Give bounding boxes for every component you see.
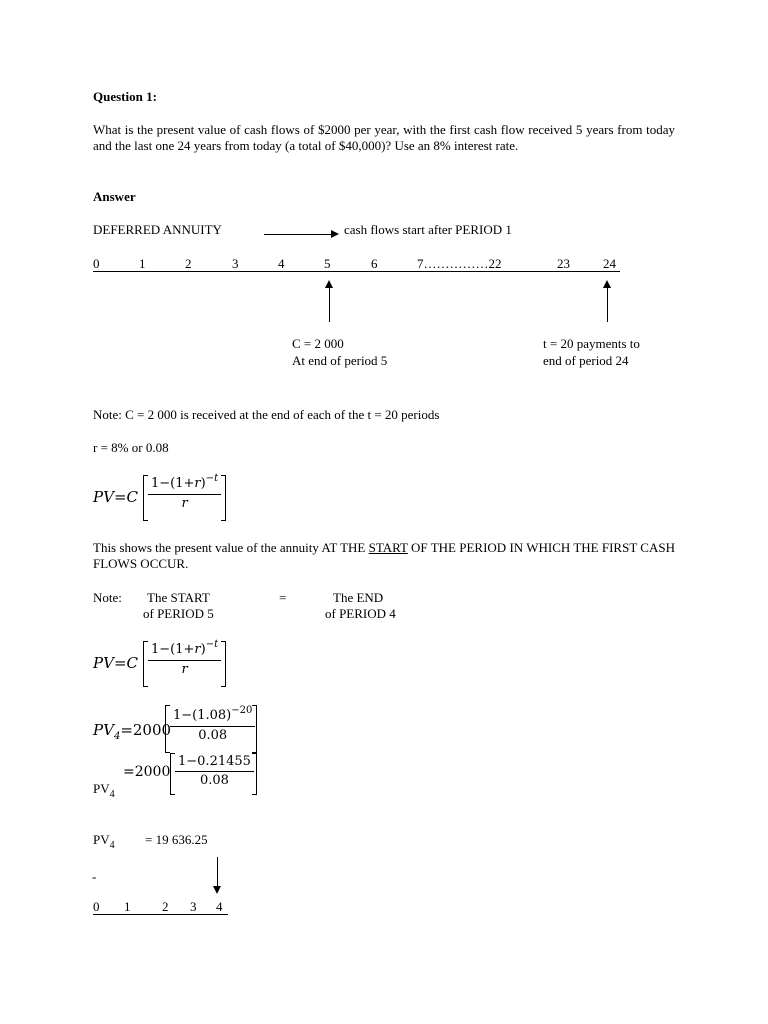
timeline1-tick: 1 bbox=[139, 256, 146, 271]
timeline1-tick: 4 bbox=[278, 256, 285, 271]
formula1-bracket-right bbox=[221, 475, 226, 521]
timeline2-tick: 4 bbox=[216, 899, 223, 914]
timeline1-tick: 6 bbox=[371, 256, 378, 271]
formula2-fraction: $1-(1+r)^{-t}$ r bbox=[148, 642, 221, 678]
label-c-line1: C = 2 000 bbox=[292, 336, 344, 351]
timeline1-tick: 2 bbox=[185, 256, 192, 271]
stray-dash: - bbox=[92, 869, 97, 884]
deferred-note: cash flows start after PERIOD 1 bbox=[344, 222, 512, 237]
arrow-up-stem bbox=[607, 287, 608, 322]
note-c-received: Note: C = 2 000 is received at the end of each of the t = 20 periods bbox=[93, 407, 440, 422]
arrow-down-icon bbox=[213, 886, 221, 894]
timeline1-tick: 3 bbox=[232, 256, 239, 271]
formula1-fraction: $1-(1+r)^{-t}$ r bbox=[148, 476, 221, 512]
note2-left-line2: of PERIOD 5 bbox=[143, 606, 214, 621]
formula4-bracket-right bbox=[252, 753, 257, 795]
rate-line: r = 8% or 0.08 bbox=[93, 440, 169, 455]
question-title: Question 1: bbox=[93, 89, 157, 104]
timeline2-tick: 0 bbox=[93, 899, 100, 914]
note2-right-line2: of PERIOD 4 bbox=[325, 606, 396, 621]
timeline1-tick: 7……………22 bbox=[417, 256, 502, 271]
note2-left-line1: The START bbox=[147, 590, 210, 605]
timeline1-axis bbox=[93, 271, 620, 272]
label-c-line2: At end of period 5 bbox=[292, 353, 388, 368]
note2-label: Note: bbox=[93, 590, 122, 605]
timeline1-tick: 0 bbox=[93, 256, 100, 271]
timeline1-tick: 23 bbox=[557, 256, 570, 271]
timeline2-tick: 3 bbox=[190, 899, 197, 914]
result-pv-label: $PV_4$ bbox=[93, 832, 115, 851]
timeline2-axis bbox=[93, 914, 228, 915]
note2-equals: = bbox=[279, 590, 287, 605]
formula4-fraction: 1−0.21455 0.08 bbox=[175, 754, 254, 789]
formula3-fraction: $1-(1.08)^{-20}$ 0.08 bbox=[170, 708, 255, 744]
timeline2-tick: 2 bbox=[162, 899, 169, 914]
formula4-lhs: =2000 bbox=[123, 764, 171, 780]
formula1-lhs: PV=C bbox=[93, 488, 138, 506]
formula3-lhs: $PV_4=2000$ bbox=[93, 721, 172, 742]
label-t-line1: t = 20 payments to bbox=[543, 336, 640, 351]
question-text: What is the present value of cash flows of $2000 per year, with the first cash flow received 5 years from today and the last one 24 years from today (a total of $40,000)? Use an 8% interest rate. bbox=[93, 122, 675, 153]
statement-text: This shows the present value of the annuity AT THE START OF THE PERIOD IN WHICH THE FIRST CASH FLOWS OCCUR. bbox=[93, 540, 675, 571]
arrow-down-stem bbox=[217, 857, 218, 887]
timeline2-tick: 1 bbox=[124, 899, 131, 914]
timeline1-tick: 24 bbox=[603, 256, 616, 271]
note2-right-line1: The END bbox=[333, 590, 384, 605]
deferred-arrow-line bbox=[264, 234, 332, 235]
formula2-bracket-right bbox=[221, 641, 226, 687]
timeline1-tick: 5 bbox=[324, 256, 331, 271]
label-t-line2: end of period 24 bbox=[543, 353, 629, 368]
result-value: = 19 636.25 bbox=[145, 832, 208, 847]
answer-title: Answer bbox=[93, 189, 136, 204]
deferred-arrow-head-icon bbox=[331, 230, 339, 238]
formula3-bracket-right bbox=[252, 705, 257, 753]
formula4-pv-label: $PV_4$ bbox=[93, 781, 115, 800]
deferred-annuity-label: DEFERRED ANNUITY bbox=[93, 222, 222, 237]
arrow-up-stem bbox=[329, 287, 330, 322]
formula2-lhs: PV=C bbox=[93, 654, 138, 672]
